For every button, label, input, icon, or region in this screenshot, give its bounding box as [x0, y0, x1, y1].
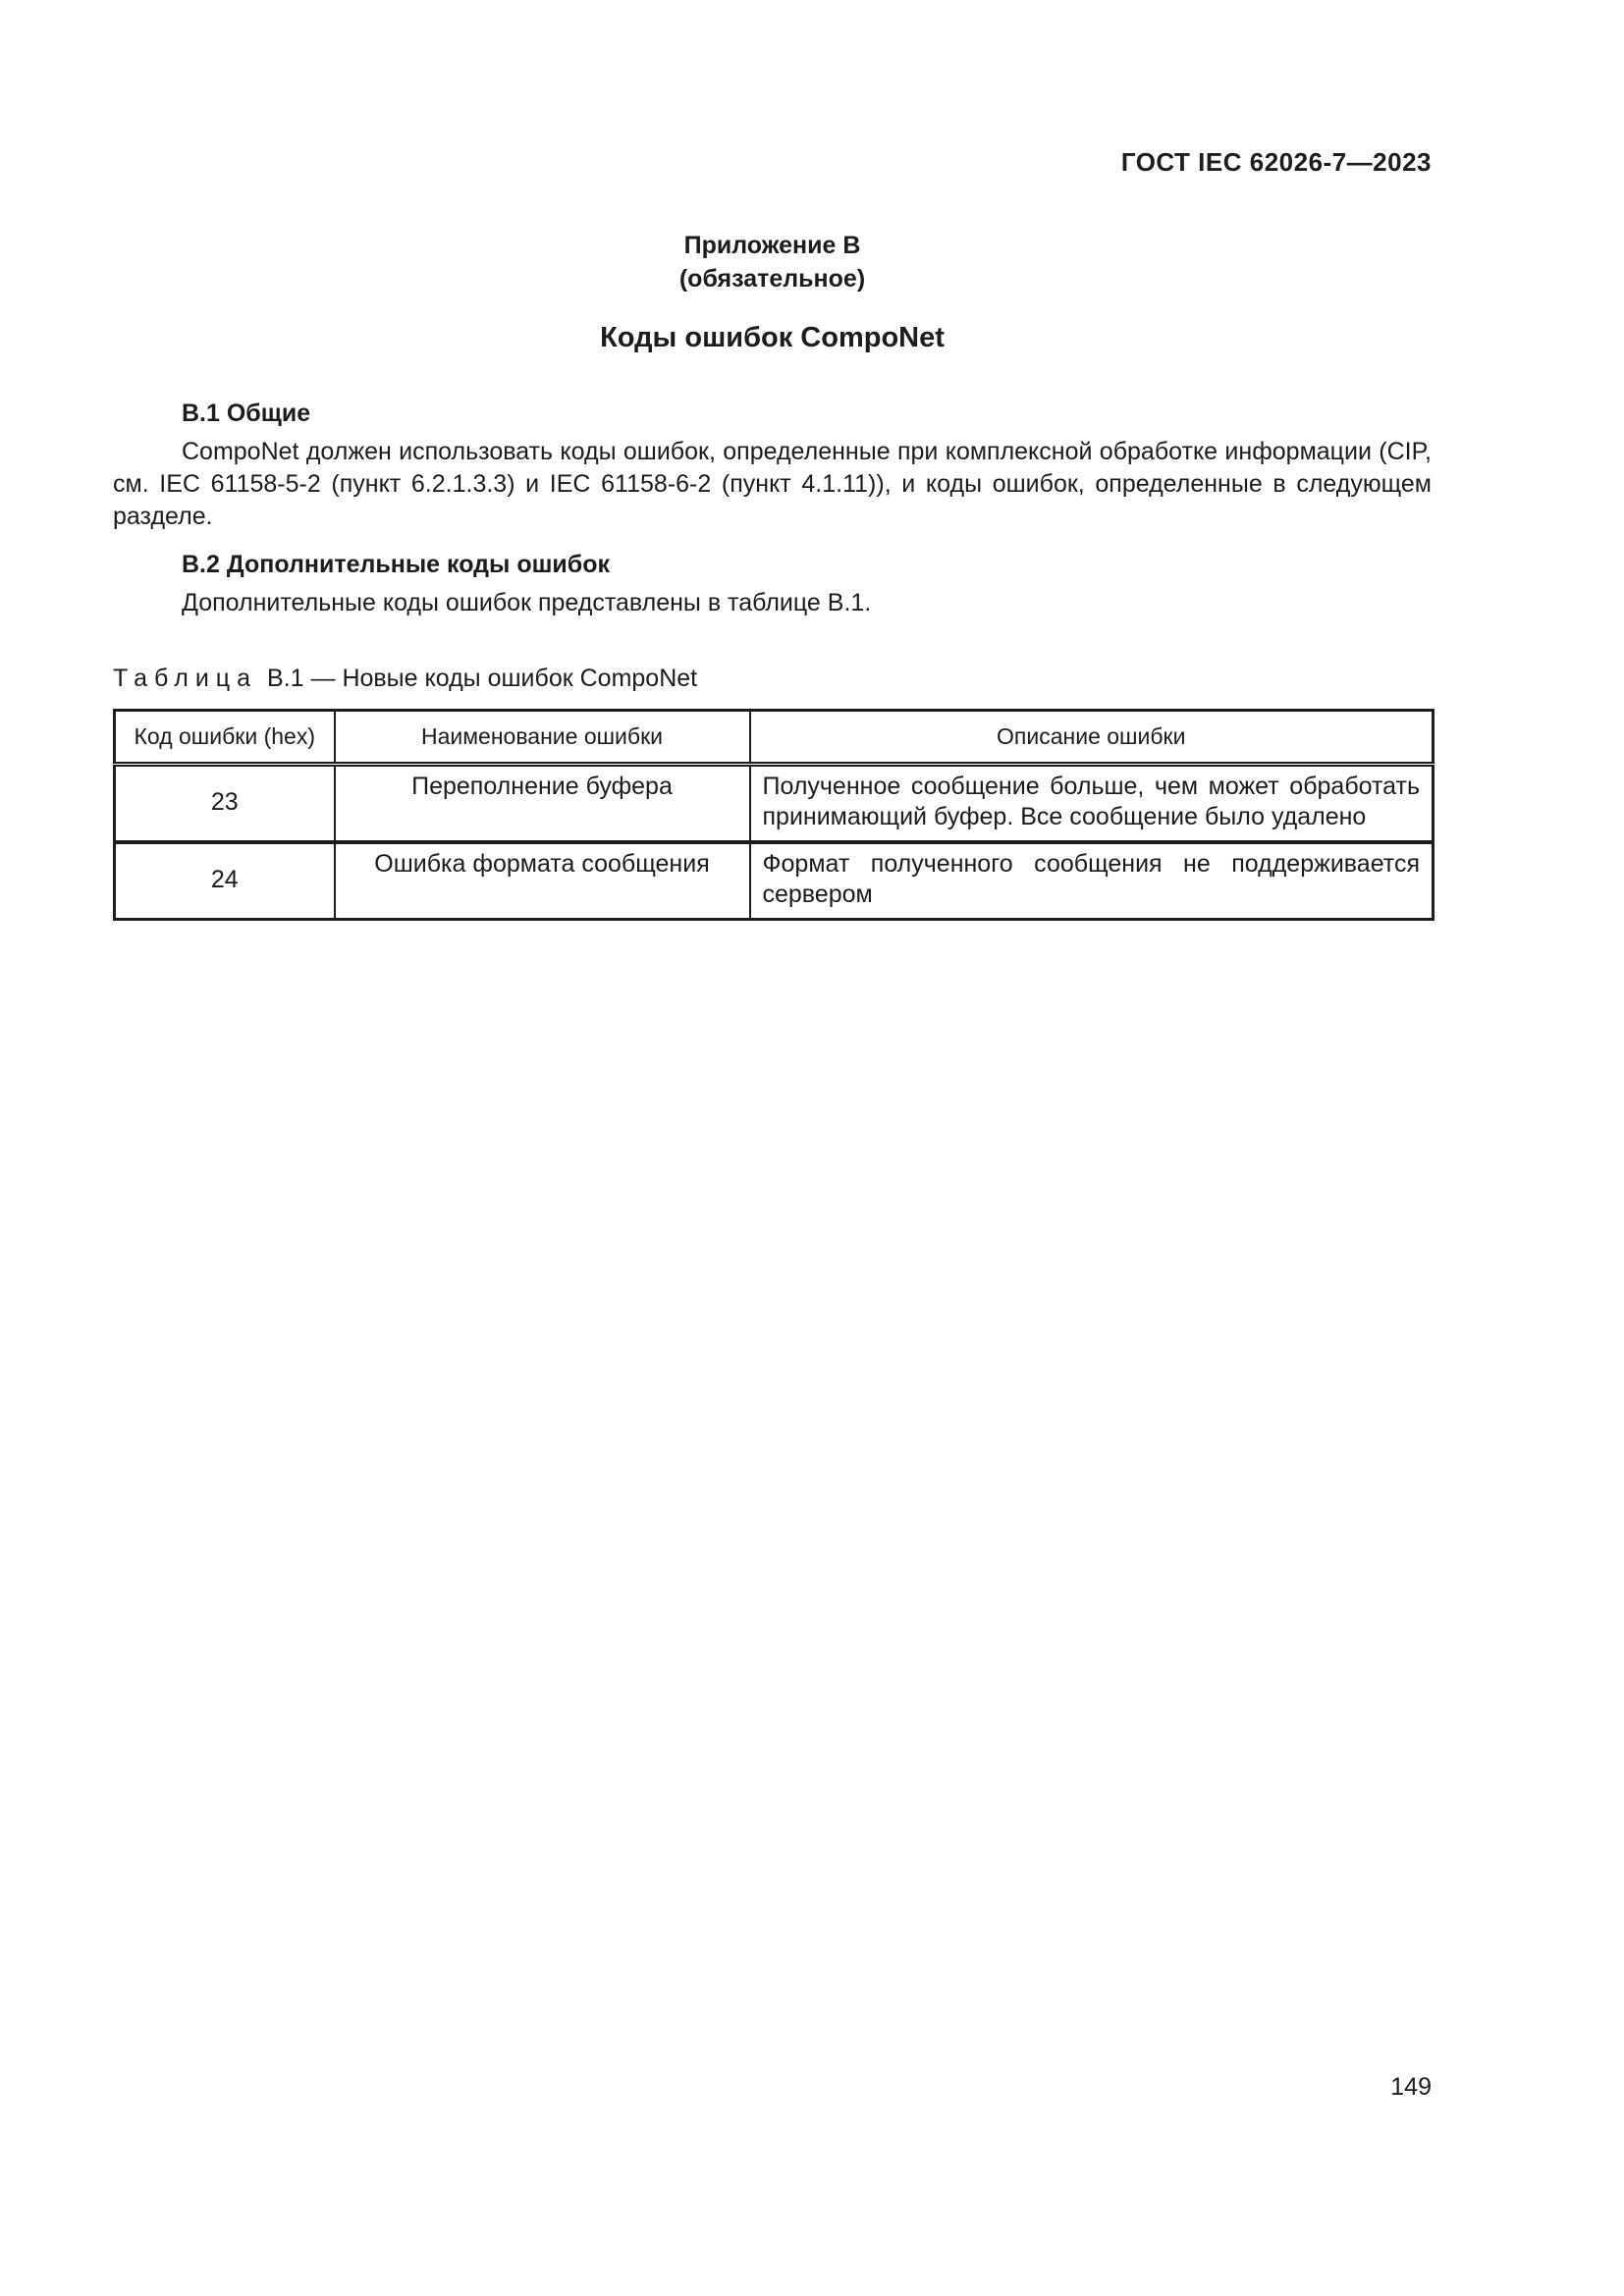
annex-title-line1: Приложение В: [683, 232, 861, 259]
table-caption: [113, 663, 1432, 695]
error-description-cell: Формат полученного сообщения не поддерживается сервером: [750, 842, 1434, 920]
error-code-cell: 24: [210, 865, 239, 893]
annex-heading: [113, 229, 1432, 295]
error-codes-table: [113, 709, 1435, 921]
error-name-cell: Переполнение буфера: [335, 765, 750, 843]
section-b1-paragraph: CompoNet должен использовать коды ошибок, определенные при комплексной обработке информации (CIP, см. IEC 61158-5-2 (пункт 6.2.1.3.3) и IEC 61158-6-2 (пункт 4.1.11)), и коды ошибок, определенные в следующем разделе.: [113, 438, 1432, 530]
error-name-cell: Ошибка формата сообщения: [335, 842, 750, 920]
annex-title-line2: (обязательное): [678, 265, 866, 293]
table-header-error-name: Наименование ошибки: [335, 711, 750, 765]
table-caption-label: Таблица: [113, 665, 258, 692]
page-number: 149: [1390, 2073, 1432, 2101]
document-code-header: ГОСТ IEC 62026-7—2023: [1120, 147, 1432, 177]
table-header-error-code: Код ошибки (hex): [115, 711, 335, 765]
table-row: [115, 765, 1434, 843]
content-column: [113, 0, 1432, 921]
error-description-cell: Полученное сообщение больше, чем может обработать принимающий буфер. Все сообщение было удалено: [750, 765, 1434, 843]
section-b1-heading: В.1 Общие: [182, 400, 311, 427]
section-b2-paragraph: Дополнительные коды ошибок представлены в таблице В.1.: [182, 589, 872, 616]
table-header-error-description: Описание ошибки: [750, 711, 1434, 765]
table-caption-text: В.1 — Новые коды ошибок CompoNet: [267, 665, 698, 692]
section-b2-heading: В.2 Дополнительные коды ошибок: [182, 551, 611, 578]
annex-main-title: Коды ошибок CompoNet: [600, 322, 945, 353]
error-code-cell: 23: [115, 765, 335, 843]
table-row: [115, 842, 1434, 920]
table-header-row: [115, 711, 1434, 765]
